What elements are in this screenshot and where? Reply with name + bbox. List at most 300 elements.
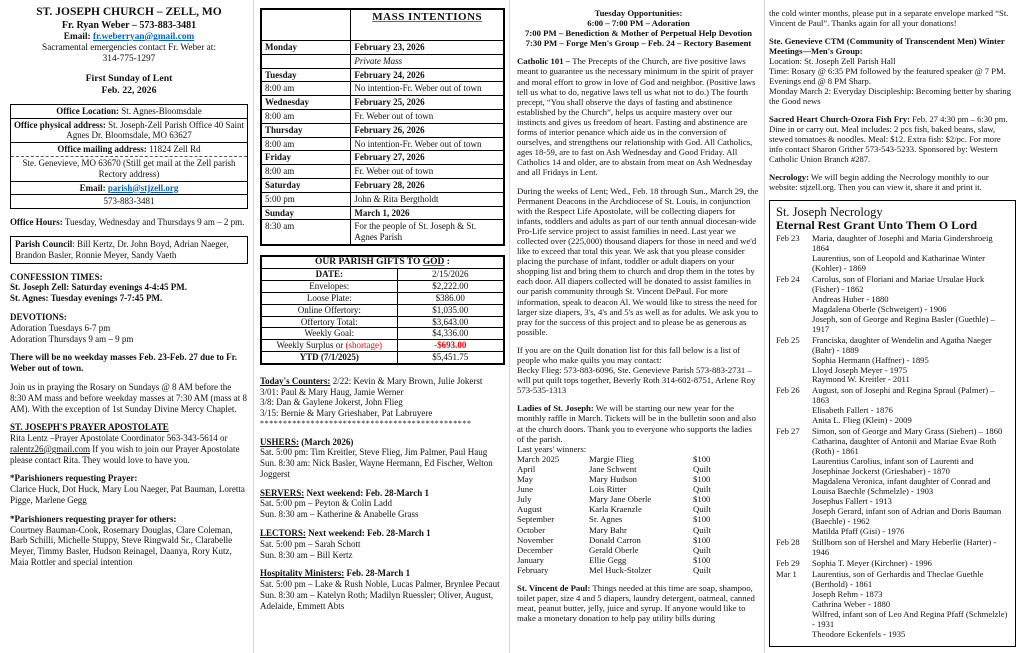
tuesday-line: 7:00 PM – Benediction & Mother of Perpetual Help Devotion bbox=[525, 28, 752, 39]
mass-intentions-table bbox=[260, 8, 505, 246]
office-email-row bbox=[11, 181, 247, 195]
winner-name: Sr. Agnes bbox=[589, 514, 623, 525]
gifts-label: DATE: bbox=[261, 269, 397, 281]
necrology-name-line: Carolus, son of Floriani and Mariae Ursulae Huck (Fisher) - 1862 bbox=[812, 273, 985, 294]
winner-name: Lois Ritter bbox=[589, 484, 627, 495]
necrology-date: Feb 23 bbox=[776, 232, 800, 243]
winners-label: Last years' winners: bbox=[517, 443, 587, 454]
necrology-entries bbox=[776, 234, 1009, 640]
ctm-line: Monday March 2: Everyday Discipleship: Becoming better by sharing the Good news bbox=[769, 85, 1012, 106]
gifts-value: $4,336.00 bbox=[397, 328, 504, 340]
necrology-names bbox=[812, 336, 1009, 386]
necrology-name-line: Lloyd Joseph Meyer - 1975 bbox=[812, 364, 907, 375]
necrology-date: Mar 1 bbox=[776, 568, 797, 579]
mass-intention-detail: February 26, 2026 bbox=[351, 123, 504, 137]
necrology-name-line: Laurentius, son of Leopold and Katharinae Winter (Kohler) - 1869 bbox=[812, 252, 985, 273]
necrology-name-line: Laurentius, son of Gerhardis and Theclae Guethle (Berthold) - 1861 bbox=[812, 568, 984, 589]
prayer-requests-heading: *Parishioners requesting Prayer: bbox=[10, 473, 138, 484]
catholic-101 bbox=[517, 56, 760, 177]
office-hours bbox=[10, 217, 248, 228]
prayer-requests-names: Clarice Huck, Dot Huck, Mary Lou Naeger, Pat Bauman, Loretta Pigge, Marlene Gegg bbox=[10, 484, 245, 506]
necrology-name-line: Simon, son of George and Mary Grass (Siebert) – 1860 bbox=[812, 426, 1003, 437]
office-physical-row bbox=[11, 118, 247, 143]
necrology-box bbox=[769, 200, 1016, 647]
servers-heading-line bbox=[260, 488, 505, 499]
mass-intention-time: Tuesday bbox=[261, 68, 351, 82]
mass-intention-row bbox=[261, 165, 504, 179]
mass-intention-detail: February 28, 2026 bbox=[351, 178, 504, 192]
counters-line: 3/01: Paul & Mary Haug, Jamie Werner bbox=[260, 386, 404, 397]
winner-prize: $100 bbox=[693, 514, 711, 525]
winner-month: December bbox=[517, 544, 553, 555]
gifts-row bbox=[261, 351, 504, 363]
necrology-entry bbox=[776, 234, 1009, 274]
gifts-value: $2,222.00 bbox=[397, 281, 504, 293]
necrology-name-line: Elisabeth Fallert - 1876 bbox=[812, 405, 893, 416]
necrology-name-line: Andreas Huber - 1880 bbox=[812, 293, 889, 304]
svdp-lead: St. Vincent de Paul: bbox=[517, 582, 591, 593]
office-physical-label: Office physical address: bbox=[14, 119, 106, 130]
hospitality-line: Sat. 5:00 pm – Lake & Rush Noble, Lucas Palmer, Brynlee Pecaut bbox=[260, 579, 500, 590]
necrology-title: St. Joseph Necrology bbox=[776, 204, 883, 219]
ushers-heading: USHERS: bbox=[260, 436, 300, 447]
winner-month: August bbox=[517, 504, 543, 515]
parish-gifts-table bbox=[260, 255, 505, 365]
mass-intention-row bbox=[261, 41, 504, 55]
necrology-date: Feb 27 bbox=[776, 426, 800, 437]
necrology-names bbox=[812, 570, 1009, 640]
email-line bbox=[10, 32, 248, 43]
lectors-lines bbox=[260, 539, 505, 561]
gifts-label: Loose Plate: bbox=[261, 292, 397, 304]
necrology-name-line: Raymond W. Kreitler - 2011 bbox=[812, 374, 910, 385]
quilt-donation bbox=[517, 345, 760, 395]
mass-intention-time: 8:30 am bbox=[261, 220, 351, 245]
ushers-line: Sat. 5:00 pm: Tim Kreitler, Steve Flieg, Jim Palmer, Paul Haug bbox=[260, 447, 488, 458]
hospitality-section bbox=[260, 568, 505, 611]
tuesday-opportunities bbox=[517, 8, 760, 48]
necrology-date: Feb 29 bbox=[776, 557, 800, 568]
mass-intention-row bbox=[261, 123, 504, 137]
lectors-line: Sat. 5:00 pm – Sarah Schott bbox=[260, 538, 361, 549]
counters-heading: Today's Counters: bbox=[260, 375, 331, 386]
raffle-winner-row bbox=[517, 535, 760, 545]
devotions-lines bbox=[10, 323, 248, 345]
winner-month: October bbox=[517, 524, 545, 535]
mass-intention-row bbox=[261, 192, 504, 206]
column-necrology bbox=[769, 0, 1016, 647]
necrology-subtitle: Eternal Rest Grant Unto Them O Lord bbox=[776, 218, 978, 232]
mass-intentions-empty-cell bbox=[261, 9, 351, 41]
necrology-name-line: Laurentius Carolius, infant son of Laurenti and Josephinae Jockerst (Grieshaber) - 1870 bbox=[812, 456, 974, 477]
column-divider bbox=[764, 0, 765, 653]
servers-heading-rest: Next weekend: Feb. 28-March 1 bbox=[304, 487, 430, 498]
winner-month: September bbox=[517, 514, 555, 525]
ushers-heading-rest: (March 2026) bbox=[299, 436, 354, 447]
mass-intention-row bbox=[261, 178, 504, 192]
office-mailing-value-2: Ste. Genevieve, MO 63670 (Still get mail at the Zell parish Rectory address) bbox=[22, 157, 236, 179]
necrology-name-line: Josephus Fallert - 1913 bbox=[812, 496, 892, 507]
devotion-line: Adoration Tuesdays 6-7 pm bbox=[10, 322, 111, 333]
counters-first-line bbox=[260, 376, 505, 387]
gifts-label: YTD (7/1/2025) bbox=[261, 351, 397, 363]
tuesday-line: 6:00 – 7:00 PM – Adoration bbox=[587, 18, 690, 29]
necrology-name-line: Maria, daughter of Josephi and Maria Gindershroeig 1864 bbox=[812, 232, 993, 253]
gifts-value: -$693.00 bbox=[397, 340, 504, 352]
necrology-names bbox=[812, 275, 1009, 335]
raffle-winner-row bbox=[517, 565, 760, 575]
fish-fry-lead: Sacred Heart Church-Ozora Fish Fry: bbox=[769, 113, 910, 124]
necrology-entry bbox=[776, 386, 1009, 426]
mass-intention-row bbox=[261, 137, 504, 151]
asterisk-separator: ********************************************** bbox=[260, 418, 472, 428]
winner-name: Margie Flieg bbox=[589, 453, 634, 464]
column-announcements bbox=[517, 0, 760, 623]
winner-prize: Quilt bbox=[693, 524, 711, 535]
winner-prize: Quilt bbox=[693, 463, 711, 474]
email-label: Email: bbox=[63, 31, 93, 42]
prayer-for-others bbox=[10, 514, 248, 568]
hospitality-line: Sun. 8:30 am – Katelyn Roth; Madilyn Ruessler; Oliver, August, Adelaide, Emmett Abts bbox=[260, 590, 494, 611]
column-divider bbox=[253, 0, 254, 653]
necrology-names bbox=[812, 538, 1009, 558]
confession-line: St. Agnes: Tuesday evenings 7-7:45 PM. bbox=[10, 293, 163, 304]
svdp-continued: the cold winter months, please put in a separate envelope marked “St. Vincent de Paul”. Thanks again for all your donations! bbox=[769, 8, 1009, 28]
office-location-row bbox=[11, 105, 247, 118]
hospitality-heading-rest: Feb. 28-March 1 bbox=[344, 568, 411, 579]
mass-intention-time: 8:00 am bbox=[261, 165, 351, 179]
winner-name: Mary Bahr bbox=[589, 524, 627, 535]
office-phone-row bbox=[11, 194, 247, 208]
winner-prize: $100 bbox=[693, 453, 711, 464]
office-mailing-row-2 bbox=[11, 156, 247, 181]
ctm-lines bbox=[769, 57, 1016, 107]
necrology-name-line: Stillborn son of Hershel and Mary Heberlie (Harter) - 1946 bbox=[812, 536, 997, 557]
ushers-section bbox=[260, 437, 505, 480]
devotions bbox=[10, 312, 248, 344]
fish-fry bbox=[769, 115, 1016, 165]
mass-intention-time: Monday bbox=[261, 41, 351, 55]
necrology-name-line: Cathrina Weber - 1880 bbox=[812, 598, 891, 609]
parish-council-box bbox=[10, 236, 248, 264]
mass-intention-time: Saturday bbox=[261, 178, 351, 192]
necrology-name-line: Magdalena Veronica, infant daughter of Conrad and Louisa Baechle (Schmelzle) - 1903 bbox=[812, 476, 991, 497]
ctm-line: Time: Rosary @ 6:35 PM followed by the featured speaker @ 7 PM. Evenings end @ 8 PM Sharp. bbox=[769, 65, 1006, 86]
tuesday-line: 7:30 PM – Forge Men's Group – Feb. 24 – Rectory Basement bbox=[525, 38, 752, 49]
office-mailing-label: Office mailing address: bbox=[57, 144, 147, 155]
ladies-lead: Ladies of St. Joseph: bbox=[517, 403, 594, 414]
mass-intention-detail: February 24, 2026 bbox=[351, 68, 504, 82]
ladies-text: We will be starting our new year for the monthly raffle in March. Tickets will be in the bulletin soon and also at the church doors. Thank you to everyone who supports the ladies of the parish. bbox=[517, 403, 756, 444]
gifts-label-shortage: (shortage) bbox=[345, 340, 383, 351]
necrology-entry bbox=[776, 559, 1009, 569]
confession-line: St. Joseph Zell: Saturday evenings 4-4:45 PM. bbox=[10, 282, 188, 293]
necrology-name-line: Sophia Hermann (Haffner) - 1895 bbox=[812, 354, 929, 365]
gifts-title-god: GOD bbox=[422, 256, 445, 267]
raffle-winners-list bbox=[517, 454, 760, 575]
column-parish-info bbox=[10, 0, 248, 568]
raffle-winner-row bbox=[517, 504, 760, 514]
confession-lines bbox=[10, 282, 248, 304]
necrology-entry bbox=[776, 538, 1009, 558]
gifts-value: $5,451.75 bbox=[397, 351, 504, 363]
necrology-date: Feb 26 bbox=[776, 385, 800, 396]
gifts-row bbox=[261, 269, 504, 281]
gifts-row bbox=[261, 328, 504, 340]
ctm-line: Location: St. Joseph Zell Parish Hall bbox=[769, 55, 896, 66]
hospitality-heading-line bbox=[260, 568, 505, 579]
winner-name: Jane Schwent bbox=[589, 463, 637, 474]
necrology-name-line: Joseph Rehm - 1873 bbox=[812, 588, 883, 599]
emergency-line-1: Sacramental emergencies contact Fr. Weber at: bbox=[42, 42, 216, 53]
office-physical-value: St. Joseph-Zell Parish Office 40 Saint Agnes Dr. Bloomsdale, MO 63627 bbox=[66, 119, 244, 141]
mass-intentions-title: MASS INTENTIONS bbox=[372, 11, 483, 23]
necrology-entry bbox=[776, 275, 1009, 335]
gifts-label: Online Offertory: bbox=[261, 304, 397, 316]
winner-prize: Quilt bbox=[693, 564, 711, 575]
prayer-apostolate-text bbox=[10, 433, 248, 465]
necrology-names bbox=[812, 427, 1009, 537]
parish-council-members: : Bill Kertz, Dr. John Boyd, Adrian Naeger, Brandon Basler, Ronnie Meyer, Sandy Vaeth bbox=[15, 238, 229, 260]
mass-intention-detail: February 27, 2026 bbox=[351, 151, 504, 165]
st-vincent-de-paul bbox=[517, 583, 760, 623]
raffle-winner-row bbox=[517, 474, 760, 484]
gifts-title-pre: OUR PARISH GIFTS TO bbox=[315, 256, 423, 267]
mass-intention-detail: For the people of St. Joseph & St. Agnes Parish bbox=[351, 220, 504, 245]
svdp-text: Things needed at this time are soap, shampoo, toilet paper, size 4 and 5 diapers, laundry detergent, oatmeal, canned meat, peanut butter, jelly, juice and syrup. If anyone would like to make a monetary donation to help pay utility bills during bbox=[517, 582, 755, 624]
mass-intention-detail: February 25, 2026 bbox=[351, 96, 504, 110]
winner-prize: $100 bbox=[693, 474, 711, 485]
necrology-note-lead: Necrology: bbox=[769, 171, 809, 182]
gifts-label: Weekly Surplus or (shortage) bbox=[261, 340, 397, 352]
lectors-heading-rest: Next weekend: Feb. 28-March 1 bbox=[305, 528, 431, 539]
pastor-line: Fr. Ryan Weber – 573-883-3481 bbox=[61, 19, 197, 31]
winner-name: Mary Hudson bbox=[589, 474, 638, 485]
servers-line: Sat. 5:00 pm – Peyton & Colin Ladd bbox=[260, 498, 392, 509]
gifts-value: 2/15/2026 bbox=[397, 269, 504, 281]
servers-line: Sun. 8:30 am – Katherine & Anabelle Grass bbox=[260, 509, 419, 520]
mass-intention-row bbox=[261, 54, 504, 68]
winner-month: June bbox=[517, 484, 533, 495]
counters-lines bbox=[260, 387, 505, 419]
parish-email-link[interactable]: parish@stjzell.org bbox=[107, 182, 179, 193]
ushers-heading-line bbox=[260, 437, 505, 448]
mass-intention-detail: February 23, 2026 bbox=[351, 41, 504, 55]
mass-intention-row bbox=[261, 206, 504, 220]
office-email-label: Email: bbox=[79, 182, 108, 193]
necrology-name-line: Magdalena Oberle (Schweigert) - 1906 bbox=[812, 303, 947, 314]
winner-month: March 2025 bbox=[517, 453, 560, 464]
ctm-section bbox=[769, 37, 1016, 107]
lectors-section bbox=[260, 528, 505, 560]
winner-prize: Quilt bbox=[693, 504, 711, 515]
mass-intention-time: Sunday bbox=[261, 206, 351, 220]
gifts-value: $386.00 bbox=[397, 292, 504, 304]
office-info-box bbox=[10, 104, 248, 209]
raffle-winner-row bbox=[517, 484, 760, 494]
winner-name: Karla Kraenzle bbox=[589, 504, 642, 515]
mass-intention-time: Thursday bbox=[261, 123, 351, 137]
counters-line: 3/15: Bernie & Mary Grieshaber, Pat Labruyere bbox=[260, 408, 433, 419]
lent-diaper-drive: During the weeks of Lent; Wed., Feb. 18 through Sun., March 29, the Permanent Deacons in the Archdiocese of St. Louis, in conjunction with the Respect Life Apostolate, will be collecting diapers for infants, toddlers and adults as part of our tenth annual diocesan-wide Pro-Life service project to assist families in need. Last year we collected over (225,000) thousand diapers for those in need and we'd like to exceed that total this year. We ask that you please consider placing the purchase of infant, toddler or adult diapers on your shopping list and bring them to church and drop them in the totes by each door. All diapers collected will be donated to assist families in our parish community through St. Vincent DePaul. For more information, speak to deacon Al. We would like to stress the need for larger size diapers, 3's, 4's and 5's as well as for adults. We ask you to pray for the success of this project and to please be as generous as possible. bbox=[517, 185, 759, 337]
servers-heading: SERVERS: bbox=[260, 487, 305, 498]
winner-prize: $100 bbox=[693, 494, 711, 505]
apostolate-text-1: Rita Lentz –Prayer Apostolate Coordinator 563-343-5614 or bbox=[10, 433, 228, 444]
gifts-row bbox=[261, 304, 504, 316]
mass-intentions-header-row bbox=[261, 9, 504, 41]
winner-name: Mel Huck-Stolzer bbox=[589, 564, 652, 575]
mass-intention-detail: March 1, 2026 bbox=[351, 206, 504, 220]
necrology-date: Feb 28 bbox=[776, 536, 800, 547]
ushers-lines bbox=[260, 447, 505, 479]
office-phone-value: 573-883-3481 bbox=[103, 196, 155, 207]
parish-council-label: Parish Council bbox=[15, 238, 73, 249]
lectors-heading: LECTORS: bbox=[260, 528, 306, 539]
devotions-heading: DEVOTIONS: bbox=[10, 311, 67, 322]
servers-section bbox=[260, 488, 505, 520]
lectors-heading-line bbox=[260, 528, 505, 539]
winner-prize: Quilt bbox=[693, 544, 711, 555]
raffle-winner-row bbox=[517, 514, 760, 524]
office-mailing-value: 11824 Zell Rd bbox=[146, 144, 201, 155]
necrology-name-line: Wilfred, infant son of Leo And Regina Pfaff (Schmelzle) - 1931 bbox=[812, 608, 1008, 629]
mass-intention-row bbox=[261, 109, 504, 123]
necrology-name-line: Joseph Gerard, infant son of Adrian and Doris Bauman (Baechle) - 1962 bbox=[812, 506, 1002, 527]
hospitality-lines bbox=[260, 579, 505, 611]
mass-intention-detail: No intention-Fr. Weber out of town bbox=[351, 137, 504, 151]
apostolate-text-2: If you wish to join our Prayer Apostolate please contact Rita. They would love to have you. bbox=[10, 443, 240, 465]
gifts-value: $3,643.00 bbox=[397, 316, 504, 328]
winner-month: July bbox=[517, 494, 532, 505]
mass-intention-row bbox=[261, 82, 504, 96]
sunday-date: Feb. 22, 2026 bbox=[101, 85, 157, 97]
necrology-date: Feb 25 bbox=[776, 334, 800, 345]
mass-intention-detail: Fr. Weber out of town bbox=[351, 109, 504, 123]
catholic-101-text: The Precepts of the Church, are five positive laws meant to guarantee us the necessary minimum in the spirit of prayer and moral effort to grow in love of God and neighbor. (Positive laws tell us what to do, negative laws tell us what not to do.) The fourth precept, “You shall observe the days of fasting and abstinence established by the Church”, helps us acquire mastery over our instincts and gives us freedom of heart. Fasting and abstinence are forms of interior penance which aide us in the conversion of ourselves, and strengthens our relationship with God. All Catholics, ages 18-59, are to fast on Ash Wednesday and Good Friday. All Catholics 14 and older, are to abstain from meat on Ash Wednesday and all Fridays in Lent. bbox=[517, 56, 756, 178]
counters-section bbox=[260, 376, 505, 429]
rosary-paragraph: Join us in praying the Rosary on Sundays @ 8 AM before the 8:30 AM mass and before weekday masses at 7:30 AM (mass at 8 AM). With the exception of 1st Sunday Divine Mercy Chaplet. bbox=[10, 381, 247, 414]
mass-intention-row bbox=[261, 68, 504, 82]
church-name: ST. JOSEPH CHURCH – ZELL, MO bbox=[36, 6, 222, 18]
counters-first-rest: 2/22: Kevin & Mary Brown, Julie Jokerst bbox=[330, 375, 483, 386]
emergency-line-2: 314-775-1297 bbox=[102, 54, 156, 65]
gifts-row bbox=[261, 292, 504, 304]
necrology-entry bbox=[776, 336, 1009, 386]
fish-fry-text: Feb. 27 4:30 pm – 6:30 pm. Dine in or carry out. Meal includes: 2 pcs fish, baked beans, slaw, stewed tomatoes & noodles. Meal: $12. Extra fish: $2/pc. For more info contact Sharon Grither 573-543-5233. Sponsored by: Western Catholic Union Branch #287. bbox=[769, 113, 1008, 164]
mass-intentions-title-cell bbox=[351, 9, 504, 41]
necrology-name-line: Anita L. Flieg (Klein) - 2009 bbox=[812, 415, 912, 426]
winner-prize: $100 bbox=[693, 554, 711, 565]
winner-month: May bbox=[517, 474, 533, 485]
raffle-winner-row bbox=[517, 494, 760, 504]
prayer-apostolate-title: ST. JOSEPH'S PRAYER APOSTOLATE bbox=[10, 422, 169, 433]
winner-name: Donald Carron bbox=[589, 534, 641, 545]
necrology-name-line: Theodore Eckenfels - 1935 bbox=[812, 628, 906, 639]
necrology-name-line: Joseph, son of George and Regina Basler (Guethle) – 1917 bbox=[812, 313, 995, 334]
necrology-entry bbox=[776, 427, 1009, 537]
raffle-winner-row bbox=[517, 454, 760, 464]
gifts-label: Weekly Goal: bbox=[261, 328, 397, 340]
office-hours-label: Office Hours: bbox=[10, 217, 63, 228]
winner-name: Ellie Gegg bbox=[589, 554, 627, 565]
devotion-line: Adoration Thursdays 9 am – 9 pm bbox=[10, 333, 134, 344]
prayer-for-others-heading: *Parishioners requesting prayer for others: bbox=[10, 513, 177, 524]
confession-heading: CONFESSION TIMES: bbox=[10, 271, 103, 282]
lectors-line: Sun. 8:30 am – Bill Kertz bbox=[260, 549, 353, 560]
sunday-title: First Sunday of Lent bbox=[85, 73, 173, 85]
mass-intention-time: Friday bbox=[261, 151, 351, 165]
necrology-name-line: Franciska, daughter of Wendelin and Agatha Naeger (Bahr) - 1889 bbox=[812, 334, 992, 355]
mass-intention-detail: Fr. Weber out of town bbox=[351, 165, 504, 179]
mass-intention-detail: Private Mass bbox=[351, 54, 504, 68]
mass-intention-detail: No intention-Fr. Weber out of town bbox=[351, 82, 504, 96]
prayer-for-others-names: Courtney Bauman-Cook, Rosemary Douglas, Clare Coleman, Barb Schilli, Michelle Stuppy, Steve Ringwald Sr., Clarabelle Meyer, Timmy Basler, Hudson Reinagel, Daanya, Rory Kutz, Maia Rottler and special intention bbox=[10, 524, 233, 568]
mass-intention-time: 8:00 am bbox=[261, 109, 351, 123]
quilt-contacts: Becky Flieg: 573-883-6096, Ste. Genevieve Parish 573-883-2731 – will put quilt tops together, Beverly Roth 314-602-8751, Arlene Roy 573-535-1313 bbox=[517, 365, 756, 396]
winner-name: Gerald Oberle bbox=[589, 544, 639, 555]
office-location-value: St. Agnes-Bloomsdale bbox=[118, 105, 202, 116]
raffle-winner-row bbox=[517, 525, 760, 535]
winner-month: February bbox=[517, 564, 549, 575]
mass-intention-detail: John & Rita Bergtholdt bbox=[351, 192, 504, 206]
winner-name: Mary Jane Oberle bbox=[589, 494, 652, 505]
winner-month: January bbox=[517, 554, 545, 565]
gifts-title-row bbox=[261, 256, 504, 269]
winner-prize: Quilt bbox=[693, 484, 711, 495]
quilt-intro: If you are on the Quilt donation list for this fall below is a list of people who make quilts you may contact: bbox=[517, 344, 741, 365]
page-divider bbox=[509, 0, 510, 653]
column-schedule bbox=[260, 0, 505, 612]
pastor-email-link[interactable]: fr.weberryan@gmail.com bbox=[92, 31, 195, 42]
mass-intention-row bbox=[261, 151, 504, 165]
servers-lines bbox=[260, 498, 505, 520]
necrology-note-text: We will begin adding the Necrology monthly to our website: stjzell.org. Then you can view it, share it and print it. bbox=[769, 171, 989, 192]
ushers-line: Sun. 8:30 am: Nick Basler, Wayne Hermann, Ed Fischer, Welton Joggerst bbox=[260, 458, 493, 479]
necrology-names bbox=[812, 234, 1009, 274]
hospitality-heading: Hospitality Ministers: bbox=[260, 568, 345, 579]
apostolate-email-link[interactable]: ralentz26@gmail.com bbox=[10, 443, 91, 454]
necrology-name-line: Sophia T. Meyer (Kirchner) - 1996 bbox=[812, 557, 932, 568]
gifts-value: $1,035.00 bbox=[397, 304, 504, 316]
gifts-title-post: : bbox=[444, 256, 450, 267]
necrology-names bbox=[812, 386, 1009, 426]
necrology-names bbox=[812, 559, 1009, 569]
office-hours-text: Tuesday, Wednesday and Thursdays 9 am – 2 pm. bbox=[62, 217, 245, 228]
necrology-name-line: August, son of Josephi and Regina Spraul (Palmer) – 1863 bbox=[812, 385, 995, 406]
ctm-heading: Ste. Genevieve CTM (Community of Transcendent Men) Winter Meetings—Men's Group: bbox=[769, 35, 1005, 56]
confession-times bbox=[10, 272, 248, 304]
necrology-name-line: Catharina, daughter of Antonii and Mariae Evae Roth (Roth) - 1861 bbox=[812, 436, 997, 457]
raffle-winner-row bbox=[517, 545, 760, 555]
mass-intention-time: 5:00 pm bbox=[261, 192, 351, 206]
raffle-winner-row bbox=[517, 464, 760, 474]
gifts-row bbox=[261, 281, 504, 293]
winner-month: November bbox=[517, 534, 554, 545]
raffle-winner-row bbox=[517, 555, 760, 565]
tuesday-line: Tuesday Opportunities: bbox=[594, 8, 683, 18]
mass-intention-time: 8:00 am bbox=[261, 137, 351, 151]
ladies-of-st-joseph bbox=[517, 403, 760, 575]
gifts-label: Envelopes: bbox=[261, 281, 397, 293]
office-mailing-row bbox=[11, 142, 247, 156]
gifts-title-cell bbox=[261, 256, 504, 269]
necrology-entry bbox=[776, 570, 1009, 640]
mass-intention-row bbox=[261, 220, 504, 245]
gifts-label: Offertory Total: bbox=[261, 316, 397, 328]
office-location-label: Office Location: bbox=[56, 105, 119, 116]
winner-month: April bbox=[517, 463, 536, 474]
mass-intention-time: 8:00 am bbox=[261, 82, 351, 96]
